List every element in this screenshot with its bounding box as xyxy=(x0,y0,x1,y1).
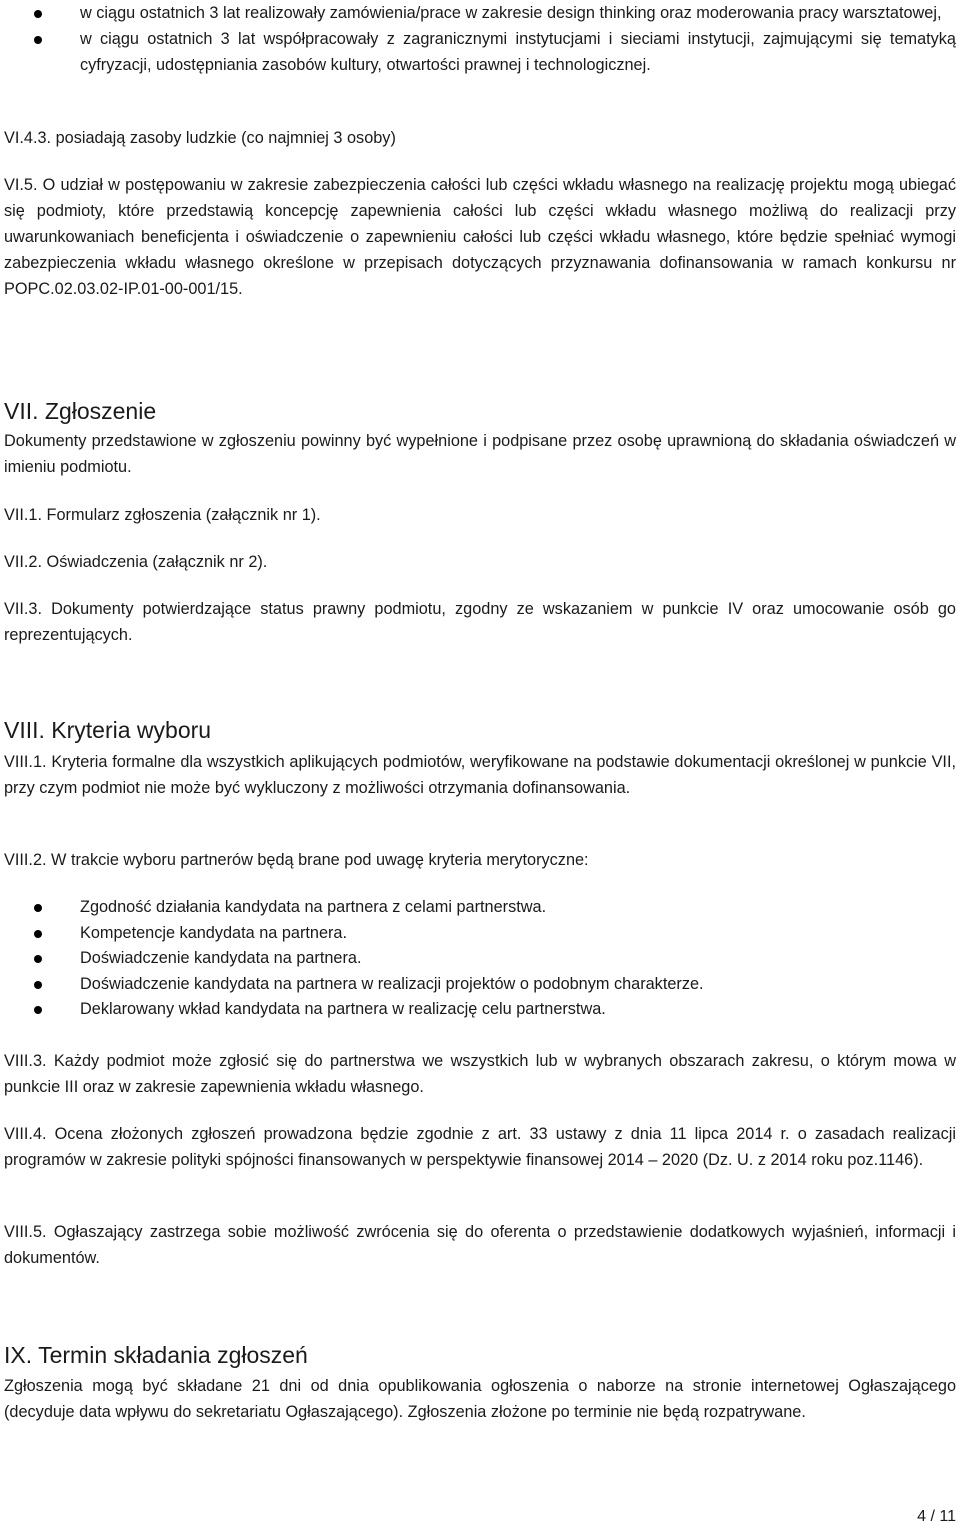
paragraph-ix: Zgłoszenia mogą być składane 21 dni od dnia opublikowania ogłoszenia o naborze na stronie internetowej Ogłaszającego (decyduje data wpływu do sekretariatu Ogłaszającego). Zgłoszenia złożone po terminie nie będą rozpatrywane. xyxy=(4,1377,956,1421)
paragraph-viii-1: VIII.1. Kryteria formalne dla wszystkich aplikujących podmiotów, weryfikowane na podstawie dokumentacji określonej w punkcie VII, przy czym podmiot nie może być wykluczony z możliwości otrzymania dofinansowania. xyxy=(4,753,956,797)
paragraph-viii-5: VIII.5. Ogłaszający zastrzega sobie możliwość zwrócenia się do oferenta o przedstawienie dodatkowych wyjaśnień, informacji i dokumentów. xyxy=(4,1223,956,1267)
section-heading-ix: IX. Termin składania zgłoszeń xyxy=(4,1342,308,1368)
section-heading-viii: VIII. Kryteria wyboru xyxy=(4,717,212,743)
page-number: 4 / 11 xyxy=(917,1508,956,1525)
paragraph-vii-3: VII.3. Dokumenty potwierdzające status prawny podmiotu, zgodny ze wskazaniem w punkcie IV oraz umocowanie osób go reprezentujących. xyxy=(4,600,956,644)
list-item: Zgodność działania kandydata na partnera z celami partnerstwa. xyxy=(4,895,956,921)
paragraph-vii-2: VII.2. Oświadczenia (załącznik nr 2). xyxy=(4,553,268,571)
paragraph-vii-1: VII.1. Formularz zgłoszenia (załącznik nr 1). xyxy=(4,506,321,524)
list-item: Deklarowany wkład kandydata na partnera w realizację celu partnerstwa. xyxy=(4,997,956,1023)
list-item: Kompetencje kandydata na partnera. xyxy=(4,921,956,947)
paragraph-vi-4-3: VI.4.3. posiadają zasoby ludzkie (co najmniej 3 osoby) xyxy=(4,129,396,147)
criteria-list xyxy=(4,895,956,1023)
list-item: w ciągu ostatnich 3 lat współpracowały z zagranicznymi instytucjami i sieciami instytucji, zajmującymi się tematyką cyfryzacji, udostępniania zasobów kultury, otwartości prawnej i technologicznej. xyxy=(4,26,956,78)
paragraph-viii-4: VIII.4. Ocena złożonych zgłoszeń prowadzona będzie zgodnie z art. 33 ustawy z dnia 11 lipca 2014 r. o zasadach realizacji programów w zakresie polityki spójności finansowanych w perspektywie finansowej 2014 – 2020 (Dz. U. z 2014 roku poz.1146). xyxy=(4,1125,956,1169)
list-item: Doświadczenie kandydata na partnera. xyxy=(4,946,956,972)
paragraph-vii-intro: Dokumenty przedstawione w zgłoszeniu powinny być wypełnione i podpisane przez osobę uprawnioną do składania oświadczeń w imieniu podmiotu. xyxy=(4,432,956,476)
paragraph-vi-5: VI.5. O udział w postępowaniu w zakresie zabezpieczenia całości lub części wkładu własnego na realizację projektu mogą ubiegać się podmioty, które przedstawią koncepcję zapewnienia całości lub części wkładu własnego możliwą do realizacji przy uwarunkowaniach beneficjenta i oświadczenie o zapewnieniu całości lub części wkładu własnego, które będzie spełniać wymogi zabezpieczenia wkładu własnego określone w przepisach dotyczących przyznawania dofinansowania w ramach konkursu nr POPC.02.03.02-IP.01-00-001/15. xyxy=(4,176,956,298)
section-heading-vii: VII. Zgłoszenie xyxy=(4,398,157,424)
list-item: Doświadczenie kandydata na partnera w realizacji projektów o podobnym charakterze. xyxy=(4,972,956,998)
paragraph-viii-3: VIII.3. Każdy podmiot może zgłosić się do partnerstwa we wszystkich lub w wybranych obszarach zakresu, o którym mowa w punkcie III oraz w zakresie zapewnienia wkładu własnego. xyxy=(4,1052,956,1096)
list-item: w ciągu ostatnich 3 lat realizowały zamówienia/prace w zakresie design thinking oraz moderowania pracy warsztatowej, xyxy=(4,0,956,26)
paragraph-viii-2: VIII.2. W trakcie wyboru partnerów będą brane pod uwagę kryteria merytoryczne: xyxy=(4,851,589,869)
qualification-list xyxy=(4,0,956,78)
